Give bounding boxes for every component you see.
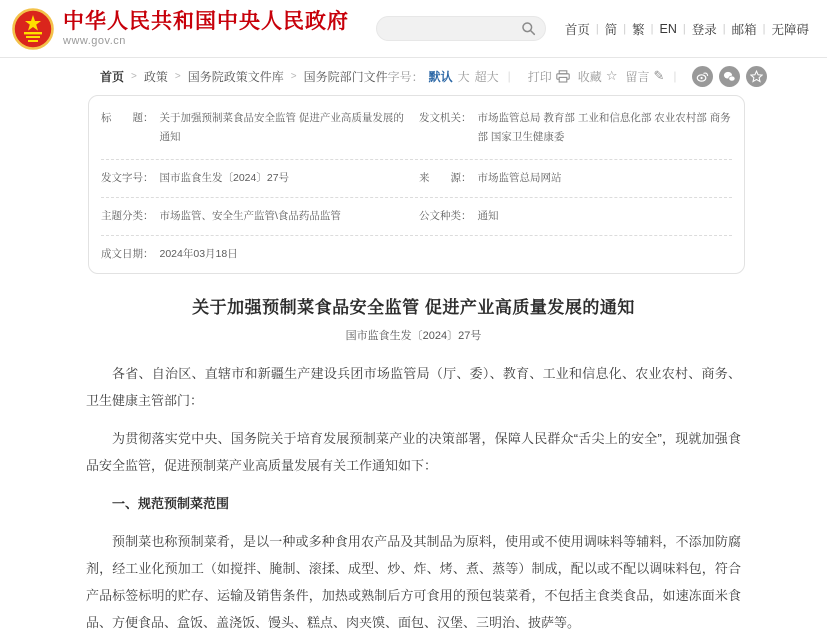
nav-separator: | xyxy=(682,22,686,35)
breadcrumb-home[interactable]: 首页 xyxy=(100,69,125,84)
nav-home[interactable]: 首页 xyxy=(564,22,590,37)
national-emblem-icon xyxy=(12,8,54,50)
nav-login[interactable]: 登录 xyxy=(691,22,717,37)
meta-category-value: 市场监管、安全生产监管\食品药品监管 xyxy=(159,209,341,222)
meta-doc-number-cell xyxy=(101,169,419,188)
meta-issuing-agency-cell xyxy=(419,109,732,147)
search-box[interactable] xyxy=(376,16,546,41)
weibo-icon[interactable] xyxy=(692,66,713,87)
nav-mailbox[interactable]: 邮箱 xyxy=(731,22,757,37)
site-url: www.gov.cn xyxy=(63,35,126,48)
favorite-button[interactable] xyxy=(578,68,618,85)
meta-title-value: 关于加强预制菜食品安全监管 促进产业高质量发展的通知 xyxy=(159,112,404,143)
paragraph-preamble: 为贯彻落实党中央、国务院关于培育发展预制菜产业的决策部署，保障人民群众“舌尖上的安全”，现就加强食品安全监管，促进预制菜产业高质量发展有关工作通知如下： xyxy=(86,431,741,474)
document-number: 国市监食生发〔2024〕27号 xyxy=(345,330,482,343)
favorite-label: 收藏 xyxy=(577,69,602,84)
chevron-right-icon: > xyxy=(174,70,181,82)
font-size-default-button[interactable]: 默认 xyxy=(428,69,453,84)
star-icon: ☆ xyxy=(605,68,618,83)
meta-issuing-agency-label: 发文机关： xyxy=(419,112,472,124)
meta-title-label: 标 题： xyxy=(101,112,154,124)
chevron-right-icon: > xyxy=(290,70,297,82)
breadcrumb-policy-library[interactable]: 国务院政策文件库 xyxy=(187,69,284,84)
nav-separator: | xyxy=(722,22,726,35)
comment-label: 留言 xyxy=(625,69,650,84)
meta-source-label: 来 源： xyxy=(419,171,472,184)
toolbar-divider: | xyxy=(673,69,677,83)
meta-doc-type-label: 公文种类： xyxy=(419,209,472,222)
toolbar-actions xyxy=(388,66,767,87)
comment-button[interactable] xyxy=(625,68,664,85)
pencil-icon: ✎ xyxy=(653,68,665,83)
section-heading: 一、规范预制菜范围 xyxy=(112,496,230,512)
document-metadata-table xyxy=(88,95,745,274)
chevron-right-icon: > xyxy=(131,70,137,82)
meta-title-cell xyxy=(101,109,419,147)
breadcrumb-department-documents[interactable]: 国务院部门文件 xyxy=(303,69,388,84)
font-size-xlarge-button[interactable]: 超大 xyxy=(474,69,499,84)
top-navigation xyxy=(559,20,815,38)
article xyxy=(86,293,741,636)
paragraph-definition: 预制菜也称预制菜肴，是以一种或多种食用农产品及其制品为原料，使用或不使用调味料等辅料，不添加防腐剂，经工业化预加工（如搅拌、腌制、滚揉、成型、炒、炸、烤、煮、蒸等）制成，配以或不配以调味料包，符合产品标签标明的贮存、运输及销售条件，加热或熟制后方可食用的预包装菜肴，不包括主食类食品，如速冻面米食品、方便食品、盒饭、盖浇饭、馒头、糕点、肉夹馍、面包、汉堡、三明治、披萨等。 xyxy=(86,534,741,631)
meta-source-cell xyxy=(419,169,732,188)
breadcrumb xyxy=(100,68,388,85)
printer-icon xyxy=(556,70,570,83)
site-identity xyxy=(63,10,349,47)
meta-category-label: 主题分类： xyxy=(101,209,154,222)
table-row xyxy=(101,236,732,273)
nav-english[interactable]: EN xyxy=(659,21,677,36)
meta-date-cell xyxy=(101,245,419,264)
nav-traditional[interactable]: 繁 xyxy=(632,22,645,37)
table-row xyxy=(101,160,732,198)
nav-simplified[interactable]: 简 xyxy=(604,22,618,37)
wechat-icon[interactable] xyxy=(719,66,740,87)
qzone-icon[interactable] xyxy=(746,66,767,87)
font-size-label: 字号： xyxy=(387,69,424,84)
search-icon[interactable] xyxy=(521,21,536,36)
meta-doc-number-value: 国市监食生发〔2024〕27号 xyxy=(159,171,290,184)
meta-doc-type-value: 通知 xyxy=(477,209,499,222)
breadcrumb-policy[interactable]: 政策 xyxy=(143,69,168,84)
page-toolbar xyxy=(0,58,827,94)
table-row xyxy=(101,198,732,236)
article-body xyxy=(86,360,741,636)
nav-separator: | xyxy=(623,22,627,35)
table-row xyxy=(101,97,732,160)
page-title: 关于加强预制菜食品安全监管 促进产业高质量发展的通知 xyxy=(192,298,635,318)
paragraph-recipients: 各省、自治区、直辖市和新疆生产建设兵团市场监管局（厅、委）、教育、工业和信息化、农业农村、商务、卫生健康主管部门： xyxy=(86,366,741,409)
meta-issuing-agency-value: 市场监管总局 教育部 工业和信息化部 农业农村部 商务部 国家卫生健康委 xyxy=(477,112,731,143)
meta-category-cell xyxy=(101,207,419,226)
search-input[interactable] xyxy=(386,21,521,37)
site-title: 中华人民共和国中央人民政府 xyxy=(63,9,349,33)
nav-separator: | xyxy=(650,22,654,35)
site-header xyxy=(0,0,827,58)
nav-accessibility[interactable]: 无障碍 xyxy=(771,22,809,37)
print-button[interactable] xyxy=(528,68,570,85)
meta-empty-cell xyxy=(419,245,732,264)
meta-doc-number-label: 发文字号： xyxy=(101,171,154,184)
meta-source-value: 市场监管总局网站 xyxy=(477,171,562,184)
nav-separator: | xyxy=(595,22,599,35)
font-size-large-button[interactable]: 大 xyxy=(457,69,470,84)
meta-date-label: 成文日期： xyxy=(101,247,154,260)
nav-separator: | xyxy=(762,22,766,35)
meta-date-value: 2024年03月18日 xyxy=(159,247,238,260)
print-label: 打印 xyxy=(527,69,552,84)
meta-doc-type-cell xyxy=(419,207,732,226)
toolbar-divider: | xyxy=(507,69,511,83)
